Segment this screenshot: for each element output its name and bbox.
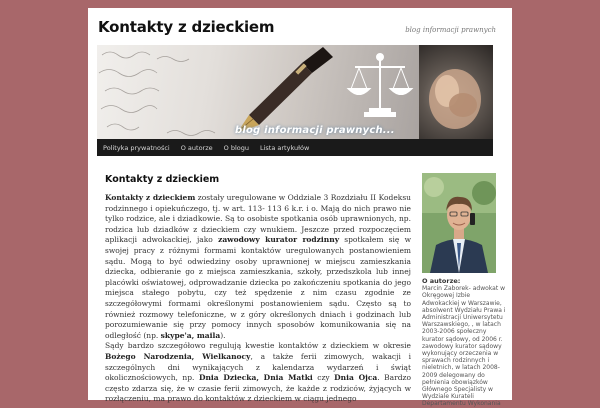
- body-text: , a także ferii zimowych, wakacji i szczególnych dni wynikających z kalendarza wydarzeń i świąt okolicznościowych, np.: [105, 351, 411, 383]
- banner-hands-image: [419, 45, 493, 139]
- site-header: [88, 8, 512, 45]
- about-author: [422, 278, 506, 408]
- about-author-text: Marcin Zaborek- adwokat w Okręgowej Izbie Adwokackiej w Warszawie, absolwent Wydziału Prawa i Administracji Uniwersytetu Warszawskiego, , w latach 2003-2006 społeczny kurator sądowy, od 2006 r. zawodowy kurator sądowy wykonujący orzeczenia w sprawach rodzinnych i nieletnich, w latach 2008-2009 delegowany do pełnienia obowiązków Głównego Specjalisty w Wydziale Kurateli Departamentu Wykonania: [422, 285, 506, 408]
- nav-item-about-blog[interactable]: O blogu: [223, 143, 249, 152]
- sidebar: [420, 173, 506, 408]
- site-description: blog informacji prawnych: [405, 26, 496, 34]
- post-title[interactable]: Kontakty z dzieckiem: [105, 174, 220, 185]
- body-text: . Bardzo często zdarza się, że w czasie ferii zimowych, że każde z rodziców, żyjących w rozłączeniu, ma prawo do kontaktów z dzieckiem w ciągu jednego: [105, 373, 411, 404]
- bold-text: Dnia Ojca: [334, 373, 378, 383]
- body-text: Sądy bardzo szczegółowo regulują kwestie kontaktów z dzieckiem w okresie: [105, 341, 411, 351]
- post-paragraph: [105, 341, 411, 405]
- post-paragraph: [105, 193, 411, 341]
- author-photo: [422, 173, 496, 273]
- bold-text: skype'a, maila: [160, 330, 221, 340]
- banner-caption: blog informacji prawnych...: [235, 125, 395, 136]
- bold-text: Bożego Narodzenia, Wielkanocy: [105, 351, 251, 361]
- nav-item-privacy-policy[interactable]: Polityka prywatności: [103, 143, 170, 152]
- body-text: spotkałem się w swojej pracy z różnymi formami kontaktów uregulowanych postanowieniem sądu. Mogą to być odwiedziny osoby uprawnionej w miejscu zamieszkania dziecka, odbieranie go z miejsca zamieszkania, szkoły, przedszkola lub innej placówki oświatowej, odprowadzanie dziecka po zakończeniu spotkania do jego miejsca stałego pobytu, czy też spędzenie z nim czasu zgodnie ze szczegółowymi formami określonymi postanowieniem sądu. Często są to również rozmowy telefoniczne, w z góry określonych dniach i godzinach lub porozumiewanie się przy pomocy innych sposobów komunikowania się na odległość (np.: [105, 235, 412, 340]
- body-text: zostały uregulowane w Oddziale 3 Rozdziału II Kodeksu rodzinnego i opiekuńczego, tj. w art. 113- 113 6 k.r. i o. Mają do nich prawo nie tylko rodzice, ale i dziadkowie. Są to osobiste spotkania osób uprawnionych, np. rodzica lub dziadków z dzieckiem czy wnukiem. Jeszcze przed rozpoczęciem aplikacji adwokackiej, jako: [105, 193, 411, 245]
- main-navigation: [97, 139, 493, 156]
- post-body: [105, 193, 411, 405]
- page-container: [88, 8, 512, 408]
- header-banner: [97, 45, 493, 139]
- nav-item-article-list[interactable]: Lista artykułów: [259, 143, 310, 152]
- body-text: ).: [220, 330, 226, 340]
- post-content: [105, 174, 411, 405]
- site-title[interactable]: Kontakty z dzieckiem: [98, 18, 275, 36]
- bold-text: Kontakty z dzieckiem: [105, 193, 196, 202]
- body-text: czy: [312, 373, 335, 383]
- about-author-title: O autorze:: [422, 277, 461, 285]
- nav-item-about-author[interactable]: O autorze: [180, 143, 213, 152]
- bold-text: Dnia Dziecka, Dnia Matki: [198, 373, 313, 383]
- bold-text: zawodowy kurator rodzinny: [218, 235, 340, 245]
